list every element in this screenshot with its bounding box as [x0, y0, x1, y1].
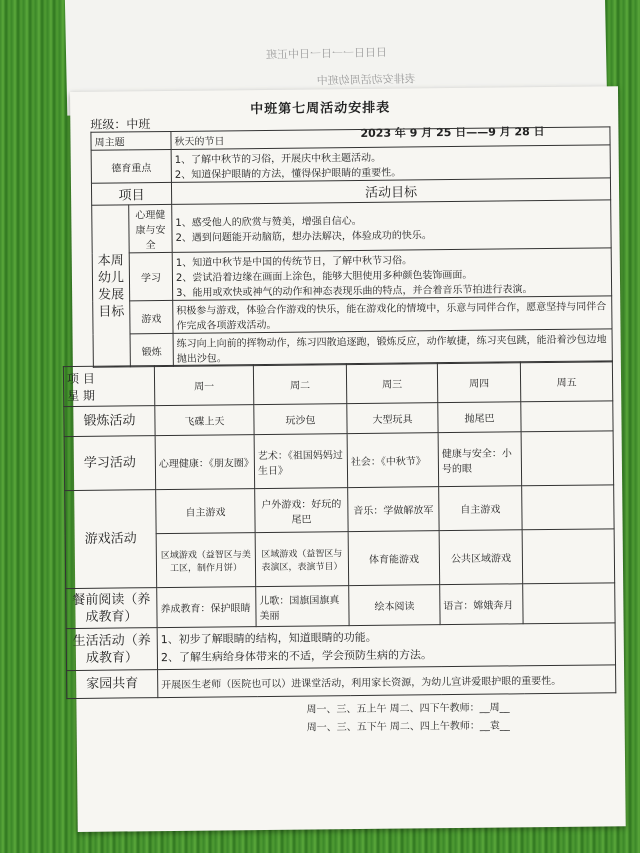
day-header: 周三	[346, 363, 437, 404]
goal-text: 1、知道中秋节是中国的传统节日，了解中秋节习俗。 2、尝试沿着边缘在画面上涂色，能够大胆使用多种颜色装饰画面。 3、能用或欢快或神气的动作和神态表现乐曲的特点，并合着音乐节拍进行表演。	[172, 248, 611, 301]
goal-text: 练习向上向前的挥物动作，练习四散追逐跑，锻炼反应，动作敏捷，练习夹包跳，能沿着沙包边地抛出沙包。	[173, 329, 612, 367]
row-label: 游戏活动	[65, 490, 157, 589]
goal-area: 学习	[129, 252, 173, 300]
focus-item: 2、知道保护眼睛的方法，懂得保护眼睛的重要性。	[174, 167, 402, 181]
schedule-table	[63, 360, 616, 699]
schedule-cell: 户外游戏：好玩的尾巴	[255, 488, 348, 533]
day-header: 周四	[437, 362, 520, 403]
goals-table	[90, 126, 612, 367]
schedule-cell: 公共区域游戏	[439, 530, 523, 585]
underlying-text-2: 表排安动活周幼班中	[316, 72, 416, 88]
schedule-cell: 健康与安全：小号的眼	[438, 432, 522, 487]
teacher-signature-lines	[306, 699, 510, 737]
row-label: 学习活动	[64, 436, 156, 491]
goal-area: 心理健康与安全	[129, 204, 173, 252]
schedule-cell: 儿歌：国旗国旗真美丽	[256, 586, 349, 627]
schedule-cell	[523, 583, 615, 624]
page-title: 中班第七周活动安排表	[250, 100, 391, 118]
home-label: 家园共育	[67, 670, 158, 699]
theme-label: 周主题	[91, 131, 171, 150]
schedule-cell	[522, 529, 615, 584]
focus-label: 德育重点	[91, 149, 171, 183]
row-label: 餐前阅读（养成教育）	[66, 588, 157, 629]
goal-text: 1、感受他人的欣赏与赞美，增强自信心。 2、遇到问题能开动脑筋，想办法解决，体验成功的快乐。	[172, 200, 611, 253]
schedule-cell	[522, 485, 614, 530]
schedule-cell	[521, 431, 614, 486]
schedule-cell: 区域游戏（益智区与美工区，制作月饼）	[156, 533, 256, 588]
schedule-cell: 玩沙包	[254, 404, 347, 435]
class-label: 班级：中班	[90, 117, 151, 132]
row-label: 锻炼活动	[64, 406, 155, 437]
schedule-cell: 区域游戏（益智区与表演区，表演节目）	[255, 532, 349, 587]
schedule-cell: 社会：《中秋节》	[347, 433, 439, 488]
schedule-cell: 艺术：《祖国妈妈过生日》	[254, 434, 348, 489]
goals-side-label: 本周幼儿发展目标	[92, 205, 131, 367]
corner-top: 项 目	[66, 371, 95, 386]
corner-bottom: 星 期	[67, 388, 96, 403]
schedule-cell	[521, 401, 613, 432]
goals-header: 活动目标	[171, 178, 610, 205]
schedule-cell: 自主游戏	[439, 486, 522, 531]
schedule-cell: 心理健康：《朋友圈》	[155, 435, 255, 490]
schedule-cell: 音乐：学做解放军	[348, 487, 439, 532]
date-range: 2023 年 9 月 25 日——9 月 28 日	[360, 125, 545, 140]
home-text: 开展医生老师（医院也可以）进课堂活动，利用家长资源，为幼儿宣讲爱眼护眼的重要性。	[158, 665, 616, 698]
schedule-cell: 绘本阅读	[349, 585, 440, 626]
day-header: 周一	[154, 365, 253, 406]
life-item: 1、初步了解眼睛的结构，知道眼睛的功能。	[160, 630, 377, 646]
schedule-cell: 飞碟上天	[155, 405, 254, 436]
goal-area: 游戏	[130, 300, 173, 333]
focus-item: 1、了解中秋节的习俗，开展庆中秋主题活动。	[174, 152, 382, 166]
goal-text: 积极参与游戏，体验合作游戏的快乐，能在游戏化的情境中，乐意与同伴合作，愿意坚持与同伴合作完成各项游戏活动。	[173, 296, 612, 334]
schedule-sheet	[66, 86, 626, 832]
schedule-cell: 语言：嫦娥奔月	[440, 584, 523, 625]
life-item: 2、了解生病给身体带来的不适，学会预防生病的方法。	[160, 647, 432, 664]
schedule-cell: 自主游戏	[156, 489, 255, 534]
project-label: 项目	[91, 182, 171, 205]
teacher-line-1: 周一、三、五上午 周二、四下午教师：__周__	[306, 702, 510, 716]
schedule-cell: 大型玩具	[347, 403, 438, 434]
theme-value: 秋天的节日	[171, 127, 610, 150]
schedule-cell: 抛尾巴	[438, 402, 521, 433]
schedule-cell: 体育能游戏	[348, 531, 440, 586]
life-label: 生活活动（养成教育）	[66, 628, 157, 671]
day-header: 周二	[253, 364, 346, 405]
schedule-cell: 养成教育：保护眼睛	[157, 587, 256, 628]
day-header: 周五	[520, 361, 612, 402]
goal-area: 锻炼	[130, 333, 173, 366]
teacher-line-2: 周一、三、五下午 周二、四上午教师：__袁__	[306, 720, 510, 734]
underlying-text-1: 日日日一一日一日中正班	[265, 45, 388, 62]
